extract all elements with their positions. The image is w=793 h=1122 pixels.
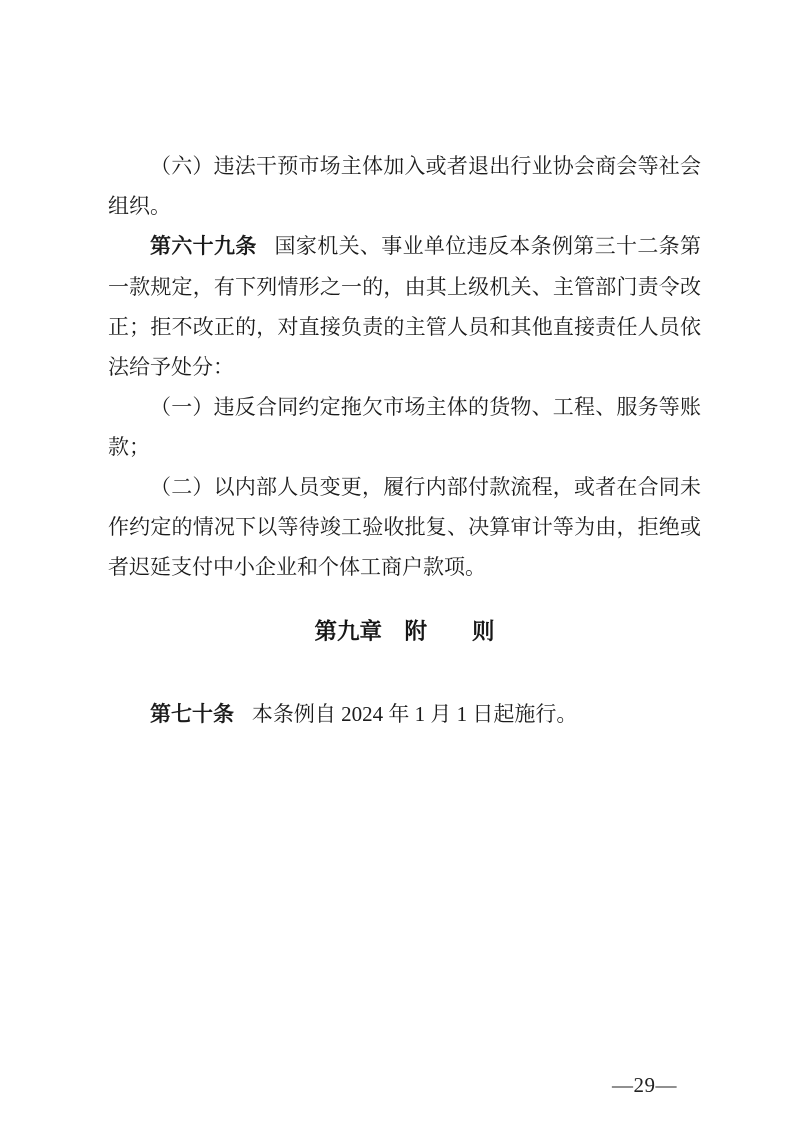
article-70-number: 第七十条 [150, 703, 234, 726]
chapter-9-heading: 第九章 附 则 [314, 619, 495, 644]
paragraph-article-70 [108, 694, 701, 735]
paragraph-item-2 [108, 467, 701, 587]
document-body [108, 146, 701, 735]
paragraph-item-1 [108, 387, 701, 467]
page-number: —29— [612, 1073, 677, 1097]
paragraph-text: （一）违反合同约定拖欠市场主体的货物、工程、服务等账款； [108, 395, 701, 459]
article-69-number: 第六十九条 [150, 235, 257, 258]
article-70-text: 本条例自 2024 年 1 月 1 日起施行。 [251, 702, 578, 726]
paragraph-item-6 [108, 146, 701, 226]
paragraph-text: （二）以内部人员变更，履行内部付款流程，或者在合同未作约定的情况下以等待竣工验收批复、决算审计等为由，拒绝或者迟延支付中小企业和个体工商户款项。 [108, 475, 701, 579]
paragraph-text: （六）违法干预市场主体加入或者退出行业协会商会等社会组织。 [108, 154, 701, 218]
paragraph-article-69 [108, 226, 701, 387]
article-69-text: 国家机关、事业单位违反本条例第三十二条第一款规定，有下列情形之一的，由其上级机关、主管部门责令改正；拒不改正的，对直接负责的主管人员和其他直接责任人员依法给予处分： [108, 234, 702, 379]
